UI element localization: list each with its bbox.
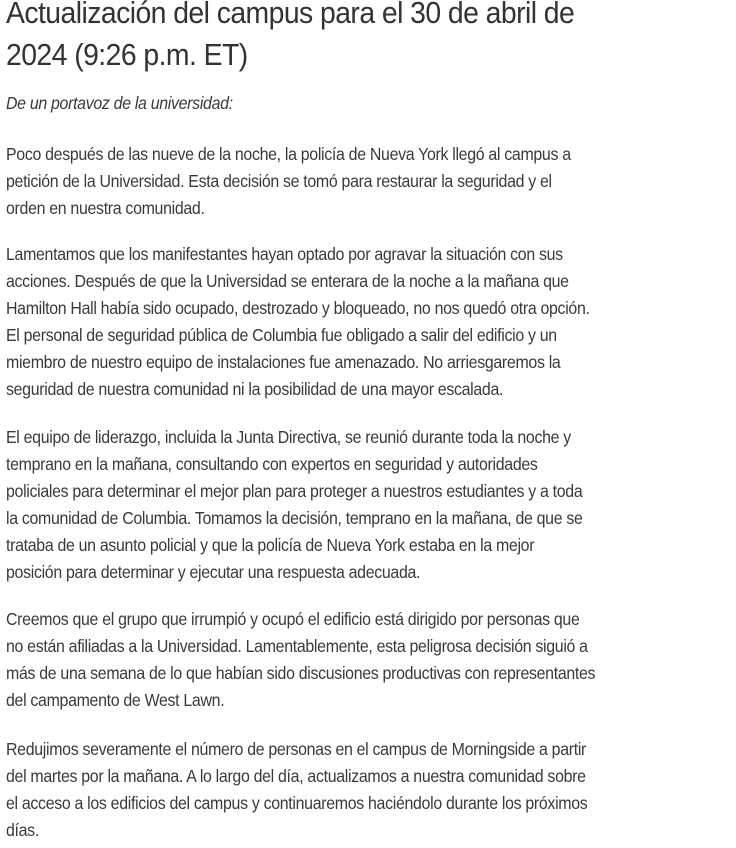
article-byline: De un portavoz de la universidad: bbox=[6, 93, 233, 113]
paragraph-line: más de una semana de lo que habían sido discusiones productivas con representantes bbox=[6, 662, 596, 683]
paragraph-line: Creemos que el grupo que irrumpió y ocupó el edificio está dirigido por personas que bbox=[6, 609, 580, 629]
paragraph-line: policiales para determinar el mejor plan para proteger a nuestros estudiantes y a toda bbox=[6, 480, 583, 501]
paragraph-line: temprano en la mañana, consultando con expertos en seguridad y autoridades bbox=[6, 453, 538, 474]
paragraph-line: el acceso a los edificios del campus y continuaremos haciéndolo durante los próximos bbox=[6, 792, 588, 813]
paragraph-line: días. bbox=[6, 819, 39, 840]
title-line: 2024 (9:26 p.m. ET) bbox=[6, 38, 248, 72]
paragraph-line: del martes por la mañana. A lo largo del día, actualizamos a nuestra comunidad sobre bbox=[6, 765, 586, 786]
paragraph-2 bbox=[6, 241, 590, 402]
paragraph-line: trataba de un asunto policial y que la policía de Nueva York estaba en la mejor bbox=[6, 534, 535, 555]
paragraph-3 bbox=[6, 424, 583, 585]
paragraph-line: posición para determinar y ejecutar una respuesta adecuada. bbox=[6, 561, 421, 582]
paragraph-line: Poco después de las nueve de la noche, la policía de Nueva York llegó al campus a bbox=[6, 144, 571, 164]
paragraph-line: seguridad de nuestra comunidad ni la posibilidad de una mayor escalada. bbox=[6, 378, 504, 399]
paragraph-line: del campamento de West Lawn. bbox=[6, 689, 225, 710]
article-title bbox=[6, 0, 574, 76]
paragraph-4 bbox=[6, 606, 595, 714]
paragraph-line: orden en nuestra comunidad. bbox=[6, 197, 205, 218]
paragraph-line: acciones. Después de que la Universidad se enterara de la noche a la mañana que bbox=[6, 270, 569, 291]
paragraph-line: la comunidad de Columbia. Tomamos la decisión, temprano en la mañana, de que se bbox=[6, 507, 583, 528]
paragraph-line: petición de la Universidad. Esta decisión se tomó para restaurar la seguridad y el bbox=[6, 170, 552, 191]
paragraph-line: Hamilton Hall había sido ocupado, destrozado y bloqueado, no nos quedó otra opción. bbox=[6, 297, 590, 318]
title-line: Actualización del campus para el 30 de abril de bbox=[6, 0, 575, 30]
paragraph-line: El equipo de liderazgo, incluida la Junta Directiva, se reunió durante toda la noche y bbox=[6, 427, 571, 447]
paragraph-line: El personal de seguridad pública de Columbia fue obligado a salir del edificio y un bbox=[6, 324, 557, 345]
paragraph-line: no están afiliadas a la Universidad. Lamentablemente, esta peligrosa decisión siguió a bbox=[6, 635, 588, 656]
paragraph-5 bbox=[6, 736, 587, 844]
paragraph-line: Redujimos severamente el número de personas en el campus de Morningside a partir bbox=[6, 739, 587, 759]
paragraph-line: miembro de nuestro equipo de instalaciones fue amenazado. No arriesgaremos la bbox=[6, 351, 561, 372]
paragraph-line: Lamentamos que los manifestantes hayan optado por agravar la situación con sus bbox=[6, 244, 563, 264]
paragraph-1 bbox=[6, 141, 571, 222]
